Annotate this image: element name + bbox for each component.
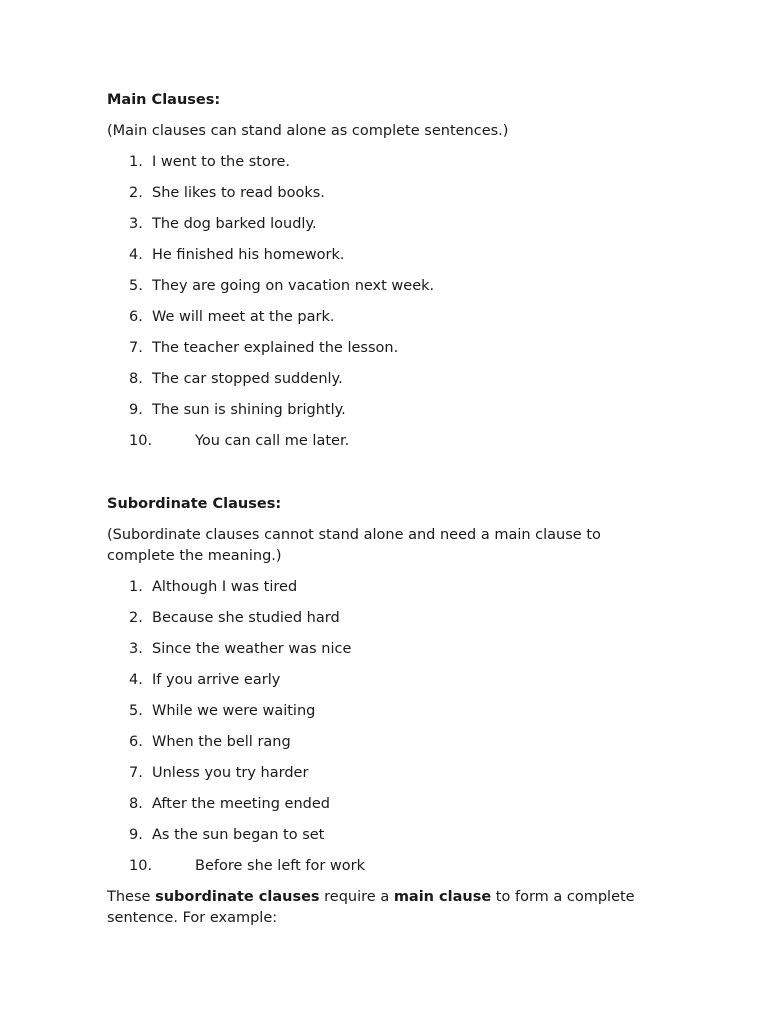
list-text: I went to the store.: [152, 154, 291, 170]
list-item: [107, 670, 667, 691]
list-item: [107, 369, 667, 390]
list-text: You can call me later.: [195, 433, 350, 449]
closing-paragraph: [107, 887, 667, 929]
list-text: He finished his homework.: [152, 247, 345, 263]
list-text: Since the weather was nice: [152, 641, 352, 657]
list-item: [107, 276, 667, 297]
list-number: 4.: [129, 247, 143, 263]
list-number: 8.: [129, 796, 143, 812]
list-number: 5.: [129, 278, 143, 294]
list-text: The sun is shining brightly.: [152, 402, 346, 418]
closing-text: to form a complete sentence. For example:: [107, 889, 635, 926]
list-item: [107, 639, 667, 660]
list-text: If you arrive early: [152, 672, 281, 688]
main-clauses-list: [107, 152, 667, 452]
list-item: [107, 701, 667, 722]
list-text: She likes to read books.: [152, 185, 325, 201]
list-text: They are going on vacation next week.: [152, 278, 435, 294]
list-item: [107, 307, 667, 328]
list-item: [107, 763, 667, 784]
main-clauses-heading: Main Clauses:: [107, 92, 221, 108]
list-number: 5.: [129, 703, 143, 719]
list-number: 3.: [129, 216, 143, 232]
list-item: [107, 825, 667, 846]
document-page: [107, 90, 667, 929]
list-text: Before she left for work: [195, 858, 366, 874]
list-item: [107, 577, 667, 598]
closing-bold-term: main clause: [393, 889, 492, 905]
list-number: 8.: [129, 371, 143, 387]
list-text: Because she studied hard: [152, 610, 340, 626]
list-item: [107, 431, 667, 452]
list-number: 3.: [129, 641, 143, 657]
list-text: While we were waiting: [152, 703, 316, 719]
closing-text: require a: [319, 889, 394, 905]
list-number: 2.: [129, 185, 143, 201]
list-item: [107, 152, 667, 173]
list-text: The car stopped suddenly.: [152, 371, 343, 387]
list-number: 1.: [129, 154, 143, 170]
list-item: [107, 338, 667, 359]
list-number: 2.: [129, 610, 143, 626]
list-number: 7.: [129, 340, 143, 356]
list-number: 10.: [129, 858, 153, 874]
closing-bold-term: subordinate clauses: [155, 889, 320, 905]
main-clauses-note: (Main clauses can stand alone as complete sentences.): [107, 123, 509, 139]
list-text: We will meet at the park.: [152, 309, 335, 325]
list-text: The dog barked loudly.: [152, 216, 317, 232]
list-text: When the bell rang: [152, 734, 291, 750]
list-number: 4.: [129, 672, 143, 688]
list-item: [107, 608, 667, 629]
subordinate-clauses-list: [107, 577, 667, 877]
list-item: [107, 794, 667, 815]
list-text: After the meeting ended: [152, 796, 330, 812]
list-number: 9.: [129, 402, 143, 418]
list-text: The teacher explained the lesson.: [152, 340, 399, 356]
subordinate-clauses-heading: Subordinate Clauses:: [107, 496, 282, 512]
list-item: [107, 183, 667, 204]
list-number: 9.: [129, 827, 143, 843]
list-number: 6.: [129, 734, 143, 750]
list-item: [107, 400, 667, 421]
list-text: Although I was tired: [152, 579, 298, 595]
closing-text: These: [107, 889, 156, 905]
list-number: 6.: [129, 309, 143, 325]
list-number: 10.: [129, 433, 153, 449]
list-item: [107, 856, 667, 877]
list-number: 1.: [129, 579, 143, 595]
list-text: Unless you try harder: [152, 765, 309, 781]
list-item: [107, 732, 667, 753]
section-spacer: [107, 452, 667, 494]
list-item: [107, 214, 667, 235]
subordinate-clauses-note: (Subordinate clauses cannot stand alone and need a main clause to complete the meaning.): [107, 527, 601, 564]
list-number: 7.: [129, 765, 143, 781]
list-item: [107, 245, 667, 266]
list-text: As the sun began to set: [152, 827, 325, 843]
